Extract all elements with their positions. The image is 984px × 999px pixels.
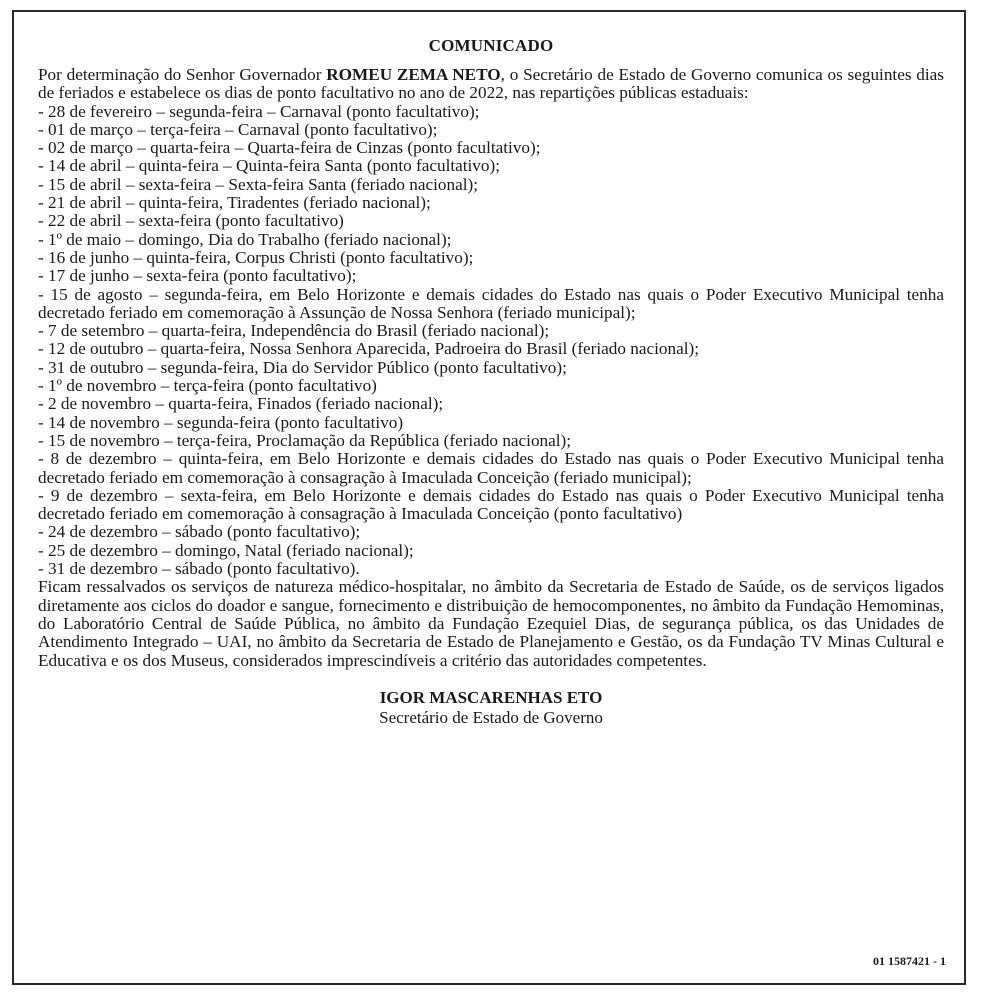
holiday-item: - 02 de março – quarta-feira – Quarta-feira de Cinzas (ponto facultativo); <box>38 138 541 158</box>
holiday-item: - 2 de novembro – quarta-feira, Finados (feriado nacional); <box>38 394 444 414</box>
signature-block <box>38 688 944 728</box>
holiday-list <box>38 103 944 579</box>
holiday-item: - 31 de outubro – segunda-feira, Dia do Servidor Público (ponto facultativo); <box>38 357 567 377</box>
holiday-item: - 8 de dezembro – quinta-feira, em Belo Horizonte e demais cidades do Estado nas quais o Poder Executivo Municipal tenha decretado feriado em comemoração à consagração à Imaculada Conceição (feriado municipal); <box>38 449 944 487</box>
intro-text-before: Por determinação do Senhor Governador <box>38 65 327 84</box>
document-frame <box>12 10 966 985</box>
holiday-item: - 01 de março – terça-feira – Carnaval (ponto facultativo); <box>38 119 438 139</box>
holiday-item: - 15 de agosto – segunda-feira, em Belo Horizonte e demais cidades do Estado nas quais o Poder Executivo Municipal tenha decretado feriado em comemoração à Assunção de Nossa Senhora (feriado municipal); <box>38 284 944 322</box>
holiday-item: - 16 de junho – quinta-feira, Corpus Christi (ponto facultativo); <box>38 247 474 267</box>
holiday-item: - 15 de novembro – terça-feira, Proclamação da República (feriado nacional); <box>38 430 572 450</box>
holiday-item: - 25 de dezembro – domingo, Natal (feriado nacional); <box>38 540 414 560</box>
intro-paragraph <box>38 66 944 103</box>
signatory-name: IGOR MASCARENHAS ETO <box>379 687 603 707</box>
intro-text-after: , o Secretário de Estado de Governo comunica os seguintes dias de feriados e estabelece os dias de ponto facultativo no ano de 2022, nas repartições públicas estaduais: <box>38 65 944 103</box>
holiday-item: - 14 de abril – quinta-feira – Quinta-feira Santa (ponto facultativo); <box>38 156 500 176</box>
holiday-item: - 24 de dezembro – sábado (ponto facultativo); <box>38 522 361 542</box>
holiday-item: - 15 de abril – sexta-feira – Sexta-feira Santa (feriado nacional); <box>38 174 478 194</box>
holiday-item: - 1º de novembro – terça-feira (ponto facultativo) <box>38 376 377 396</box>
holiday-item: - 1º de maio – domingo, Dia do Trabalho (feriado nacional); <box>38 229 452 249</box>
governor-name: ROMEU ZEMA NETO <box>326 65 501 84</box>
holiday-item: - 28 de fevereiro – segunda-feira – Carnaval (ponto facultativo); <box>38 101 480 121</box>
holiday-item: - 7 de setembro – quarta-feira, Independência do Brasil (feriado nacional); <box>38 321 550 341</box>
holiday-item: - 17 de junho – sexta-feira (ponto facultativo); <box>38 266 357 286</box>
signatory-role: Secretário de Estado de Governo <box>379 707 603 727</box>
holiday-item: - 9 de dezembro – sexta-feira, em Belo Horizonte e demais cidades do Estado nas quais o Poder Executivo Municipal tenha decretado feriado em comemoração à consagração à Imaculada Conceição (ponto facultativo) <box>38 485 944 524</box>
holiday-item: - 31 de dezembro – sábado (ponto facultativo). <box>38 559 360 579</box>
holiday-item: - 21 de abril – quinta-feira, Tiradentes (feriado nacional); <box>38 193 431 213</box>
document-body <box>38 36 944 728</box>
holiday-item: - 12 de outubro – quarta-feira, Nossa Senhora Aparecida, Padroeira do Brasil (feriado nacional); <box>38 339 699 359</box>
holiday-item: - 14 de novembro – segunda-feira (ponto facultativo) <box>38 412 404 432</box>
holiday-item: - 22 de abril – sexta-feira (ponto facultativo) <box>38 211 344 231</box>
closing-paragraph: Ficam ressalvados os serviços de natureza médico-hospitalar, no âmbito da Secretaria de Estado de Saúde, os de serviços ligados diretamente aos ciclos do doador e sangue, fornecimento e distribuição de hemocomponentes, no âmbito da Fundação Hemominas, do Laboratório Central de Saúde Pública, no âmbito da Fundação Ezequiel Dias, de segurança pública, os das Unidades de Atendimento Integrado – UAI, no âmbito da Secretaria de Estado de Planejamento e Gestão, os da Fundação TV Minas Cultural e Educativa e os dos Museus, considerados imprescindíveis a critério das autoridades competentes. <box>38 577 944 670</box>
document-title: COMUNICADO <box>428 36 554 55</box>
publication-code: 01 1587421 - 1 <box>873 954 946 968</box>
